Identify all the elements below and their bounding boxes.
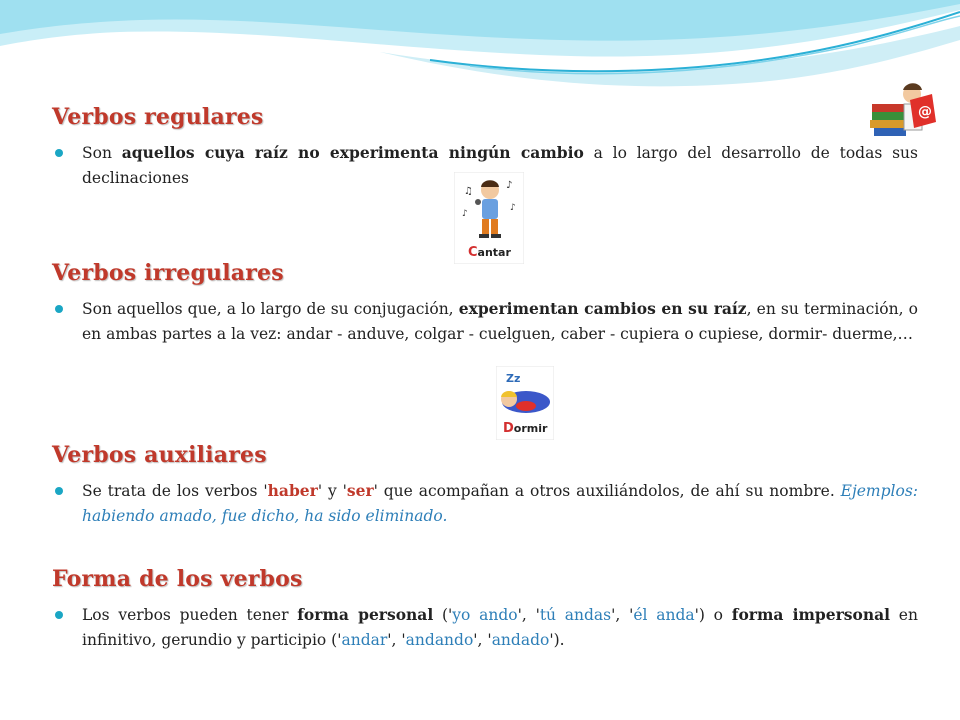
svg-text:Cantar: Cantar [468, 245, 511, 260]
heading-verbos-auxiliares: Verbos auxiliares [52, 442, 267, 468]
svg-text:♫: ♫ [464, 186, 473, 197]
cantar-illustration [454, 172, 524, 264]
paragraph-forma-de-los-verbos: Los verbos pueden tener forma personal ('yo ando', 'tú andas', 'él anda') o forma impersonal en infinitivo, gerundio y participio ('andar', 'andando', 'andado'). [82, 602, 918, 653]
svg-text:Zz: Zz [506, 372, 521, 385]
at-sign-icon: @ [918, 104, 932, 120]
bullet-icon [55, 305, 63, 313]
paragraph-verbos-irregulares: Son aquellos que, a lo largo de su conjugación, experimentan cambios en su raíz, en su terminación, o en ambas partes a la vez: andar - anduve, colgar - cuelguen, caber - cupiera o cupiese, dormir- duerme,… [82, 296, 918, 347]
header-wave-decoration [0, 0, 960, 110]
heading-forma-de-los-verbos: Forma de los verbos [52, 566, 303, 592]
books-reader-illustration [868, 78, 940, 142]
svg-text:♪: ♪ [506, 180, 513, 191]
bullet-icon [55, 611, 63, 619]
svg-text:♪: ♪ [462, 209, 468, 219]
paragraph-verbos-regulares: Son aquellos cuya raíz no experimenta ningún cambio a lo largo del desarrollo de todas sus declinaciones [82, 140, 918, 191]
svg-text:Dormir: Dormir [503, 421, 548, 436]
bullet-icon [55, 149, 63, 157]
bullet-icon [55, 487, 63, 495]
paragraph-verbos-auxiliares: Se trata de los verbos 'haber' y 'ser' que acompañan a otros auxiliándolos, de ahí su nombre. Ejemplos: habiendo amado, fue dicho, ha sido eliminado. [82, 478, 918, 529]
heading-verbos-irregulares: Verbos irregulares [52, 260, 284, 286]
heading-verbos-regulares: Verbos regulares [52, 104, 264, 130]
dormir-illustration [496, 366, 554, 440]
svg-text:♪: ♪ [510, 203, 516, 213]
